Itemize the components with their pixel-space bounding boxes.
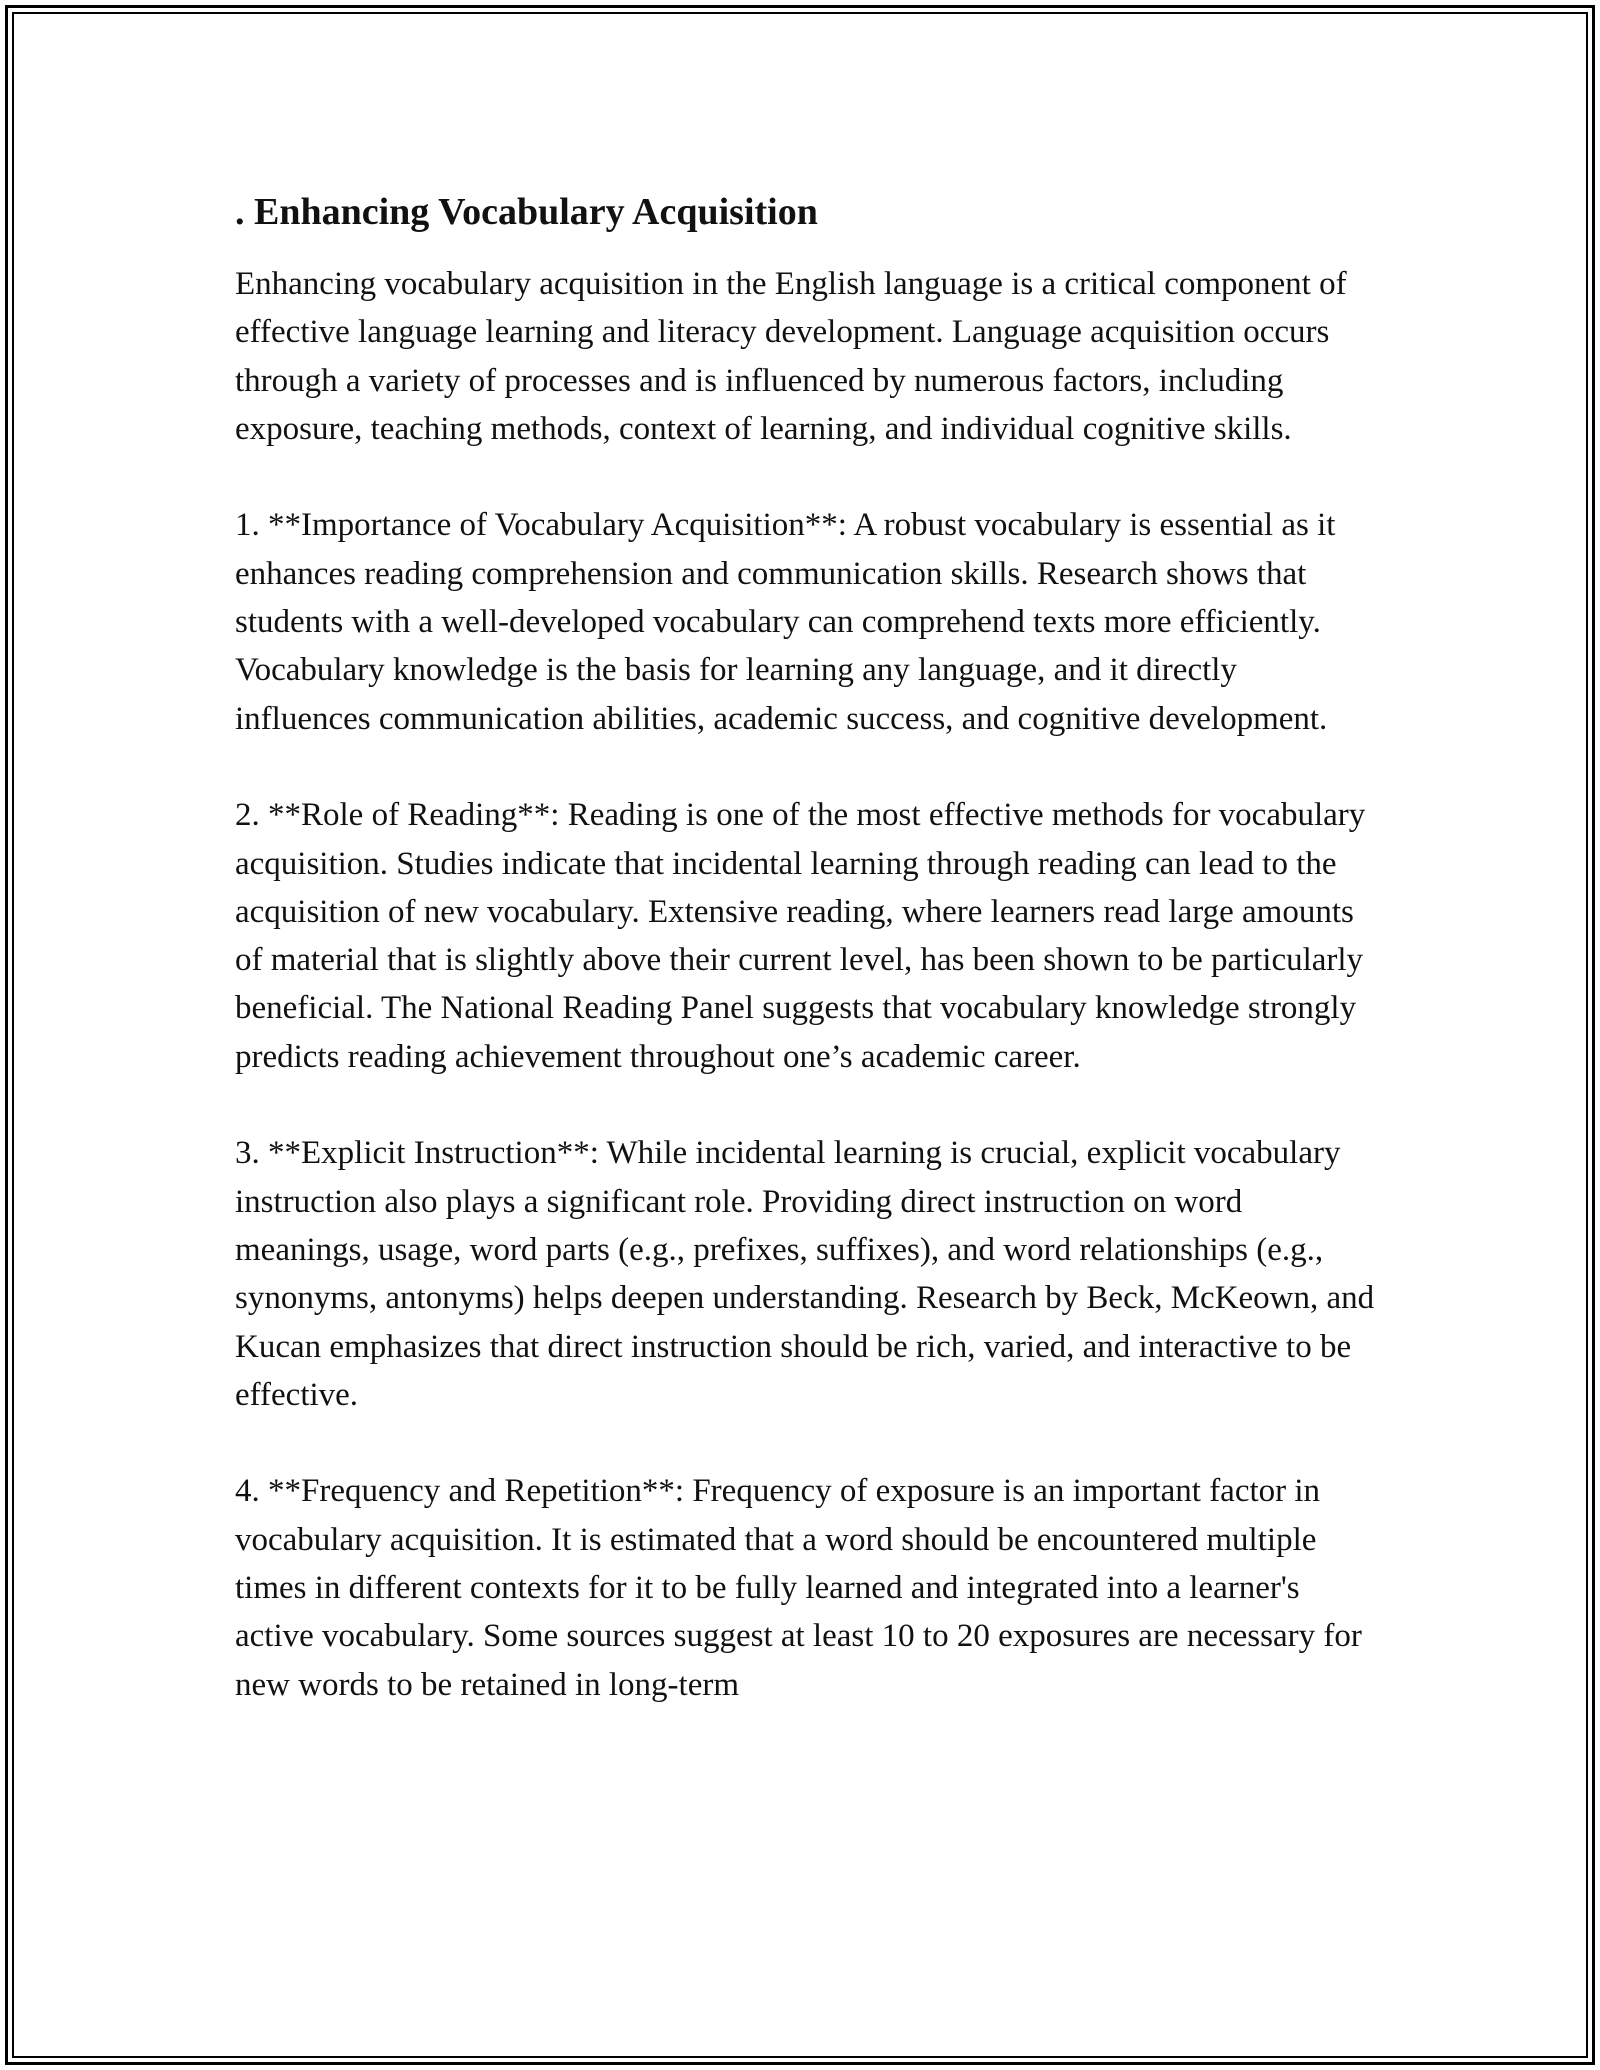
paragraph-importance: 1. **Importance of Vocabulary Acquisition**: A robust vocabulary is essential as it enhances reading comprehension and communication skills. Research shows that students with a well-developed vocabulary can comprehend texts more efficiently. Vocabulary knowledge is the basis for learning any language, and it directly influences communication abilities, academic success, and cognitive development. — [235, 507, 1336, 737]
paragraph-frequency: 4. **Frequency and Repetition**: Frequency of exposure is an important factor in vocabulary acquisition. It is estimated that a word should be encountered multiple times in different contexts for it to be fully learned and integrated into a learner's active vocabulary. Some sources suggest at least 10 to 20 exposures are necessary for new words to be retained in long-term — [235, 1473, 1362, 1703]
document-body — [235, 188, 1375, 1709]
paragraph-intro: Enhancing vocabulary acquisition in the English language is a critical component of effective language learning and literacy development. Language acquisition occurs through a variety of processes and is influenced by numerous factors, including exposure, teaching methods, context of learning, and individual cognitive skills. — [235, 266, 1347, 447]
document-title: . Enhancing Vocabulary Acquisition — [235, 191, 818, 233]
paragraph-reading: 2. **Role of Reading**: Reading is one of the most effective methods for vocabulary acquisition. Studies indicate that incidental learning through reading can lead to the acquisition of new vocabulary. Extensive reading, where learners read large amounts of material that is slightly above their current level, has been shown to be particularly beneficial. The National Reading Panel suggests that vocabulary knowledge strongly predicts reading achievement throughout one’s academic career. — [235, 797, 1366, 1075]
paragraph-explicit-instruction: 3. **Explicit Instruction**: While incidental learning is crucial, explicit vocabulary instruction also plays a significant role. Providing direct instruction on word meanings, usage, word parts (e.g., prefixes, suffixes), and word relationships (e.g., synonyms, antonyms) helps deepen understanding. Research by Beck, McKeown, and Kucan emphasizes that direct instruction should be rich, varied, and interactive to be effective. — [235, 1135, 1375, 1413]
